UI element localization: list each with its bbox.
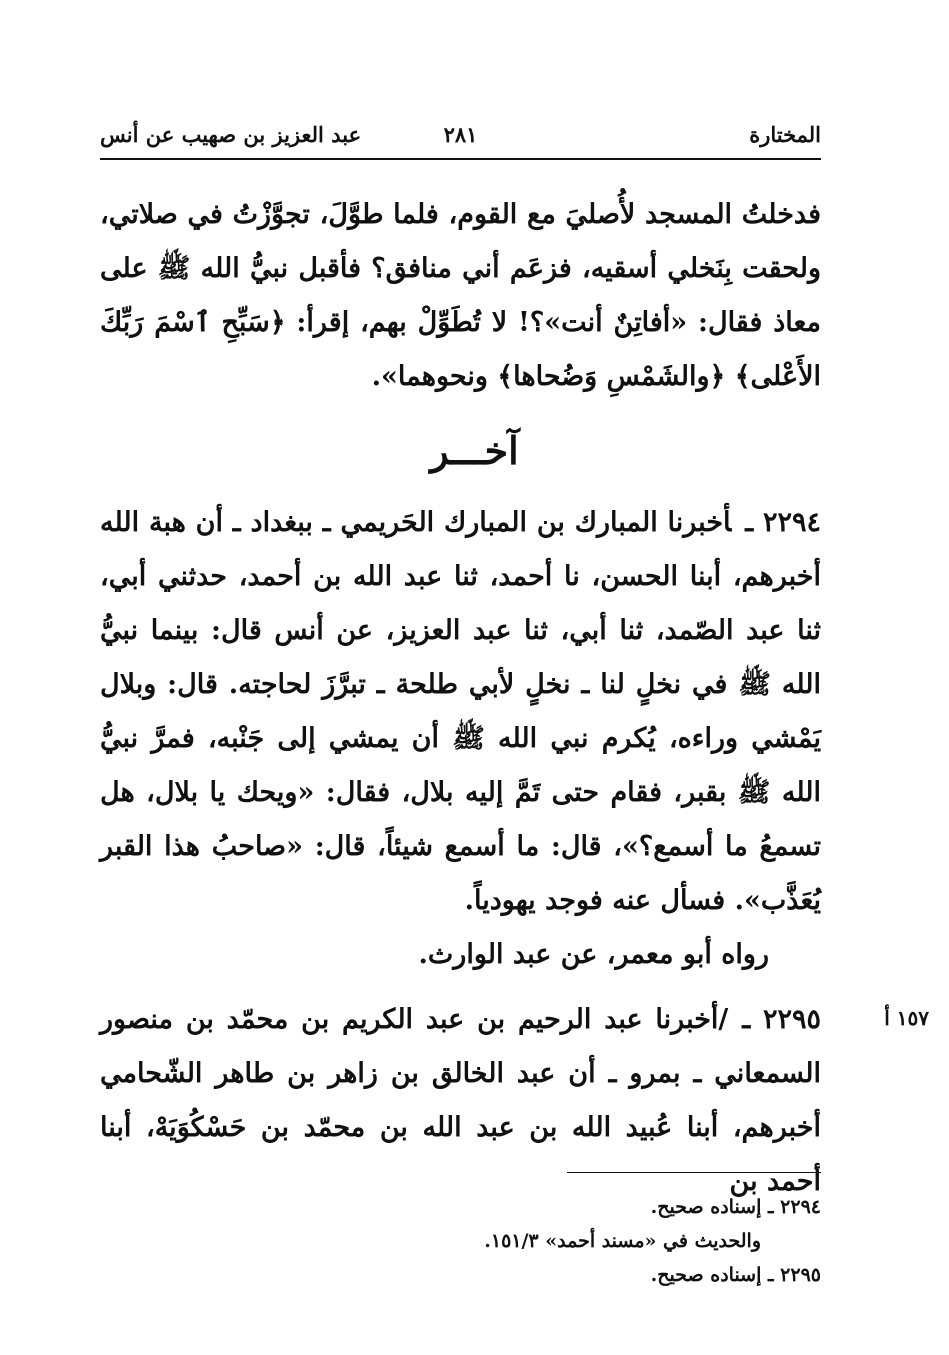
hadith-text: /أخبرنا عبد الرحيم بن عبد الكريم بن محمّد بن منصور السمعاني ـ بمرو ـ أن عبد الخالق بن زاهر بن طاهر الشّحامي أخبرهم، أبنا عُبيد الله بن عبد الله بن محمّد بن حَسْكُوَيَهْ، أبنا أحمد بن (100, 1004, 821, 1197)
hadith-number: ٢٢٩٤ ـ (745, 507, 822, 538)
header-divider (100, 158, 821, 160)
manuscript-folio-note: ١٥٧ أ (884, 1006, 929, 1030)
footnote-2294: ٢٢٩٤ ـ إسناده صحيح. (650, 1196, 821, 1218)
book-title: المختارة (749, 122, 821, 147)
hadith-number: ٢٢٩٥ ـ (742, 1004, 822, 1035)
section-heading: آخـــر (430, 428, 519, 473)
hadith-2294 (100, 496, 821, 928)
hadith-text: أخبرنا المبارك بن المبارك الحَريمي ـ ببغداد ـ أن هبة الله أخبرهم، أبنا الحسن، نا أحمد، ثنا عبد الله بن أحمد، حدثني أبي، ثنا عبد الصّمد، ثنا أبي، ثنا عبد العزيز، عن أنس قال: بينما نبيُّ الله ﷺ في نخلٍ لنا ـ نخلٍ لأبي طلحة ـ تبرَّزَ لحاجته. قال: وبلال يَمْشي وراءه، يُكرم نبي الله ﷺ أن يمشي إلى جَنْبه، فمرَّ نبيُّ الله ﷺ بقبر، فقام حتى تَمَّ إليه بلال، فقال: «ويحك يا بلال، هل تسمعُ ما أسمع؟»، قال: ما أسمع شيئاً، قال: «صاحبُ هذا القبر يُعَذَّب». فسأل عنه فوجد يهودياً. (100, 507, 821, 916)
footnote-2295: ٢٢٩٥ ـ إسناده صحيح. (650, 1264, 821, 1286)
footnote-divider (567, 1172, 821, 1173)
riwaya-line: رواه أبو معمر، عن عبد الوارث. (418, 939, 769, 970)
chapter-title: عبد العزيز بن صهيب عن أنس (100, 122, 362, 147)
footnote-source: والحديث في «مسند أحمد» ١٥١/٣. (484, 1230, 761, 1252)
page-header (100, 122, 821, 162)
footnotes (100, 1190, 821, 1292)
page-number: ٢٨١ (443, 122, 478, 147)
hadith-2295 (100, 993, 821, 1209)
paragraph-continuation: فدخلتُ المسجد لأُصليَ مع القوم، فلما طوَّلَ، تجوَّزْتُ في صلاتي، ولحقت بِنَخلي أسقيه، فزعَم أني منافق؟ فأقبل نبيُّ الله ﷺ على معاذ فقال: «أفاتِنٌ أنت»؟! لا تُطَوِّلْ بهم، إقرأ: ﴿سَبِّحِ ٱسْمَ رَبِّكَ الأَعْلى﴾ ﴿والشَمْسِ وَضُحاها﴾ ونحوهما». (100, 199, 821, 392)
